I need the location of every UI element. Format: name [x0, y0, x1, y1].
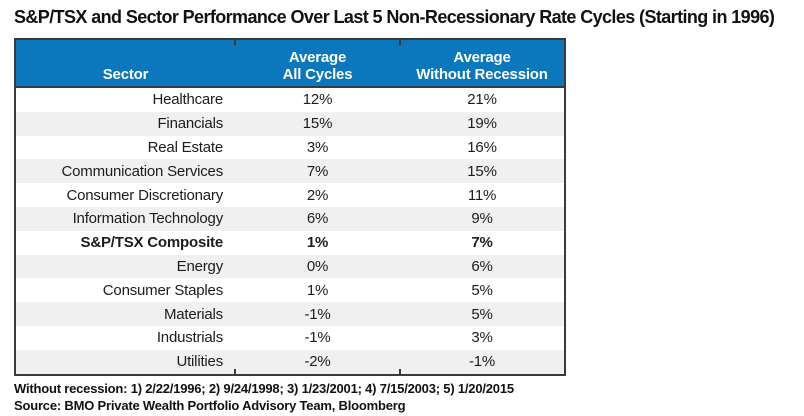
column-divider-tick: [234, 40, 236, 45]
avg-all-cycles-cell: 1%: [306, 234, 329, 252]
figure-title: S&P/TSX and Sector Performance Over Last 5 Non-Recessionary Rate Cycles (Starting in 1996): [14, 7, 775, 27]
sector-cell: Information Technology: [72, 210, 223, 228]
header-line: Average: [288, 49, 347, 66]
table-body: [16, 88, 564, 374]
table-row: [16, 159, 564, 183]
footnote-source: Source: BMO Private Wealth Portfolio Advisory Team, Bloomberg: [14, 397, 406, 413]
avg-without-recession-cell: 5%: [471, 281, 493, 299]
sector-cell: Industrials: [156, 329, 223, 347]
column-divider-tick: [399, 40, 401, 45]
sector-cell: Communication Services: [61, 162, 223, 180]
table-row: [16, 207, 564, 231]
avg-all-cycles-cell: 3%: [306, 138, 329, 156]
avg-without-recession-cell: 7%: [471, 234, 493, 252]
table-row: [16, 112, 564, 136]
sector-cell: Consumer Staples: [102, 281, 223, 299]
avg-all-cycles-cell: 7%: [306, 162, 329, 180]
column-header-avg-without-recession: [400, 50, 564, 83]
column-divider-tick: [399, 369, 401, 374]
table-row: [16, 302, 564, 326]
avg-all-cycles-cell: 2%: [306, 186, 329, 204]
sector-cell: S&P/TSX Composite: [80, 234, 223, 252]
avg-all-cycles-cell: 0%: [306, 257, 329, 275]
sector-cell: Utilities: [176, 353, 223, 371]
table-row: [16, 350, 564, 374]
avg-without-recession-cell: 11%: [467, 186, 497, 204]
avg-all-cycles-cell: 6%: [306, 210, 329, 228]
table-row: [16, 88, 564, 112]
avg-all-cycles-cell: -1%: [304, 305, 331, 323]
sector-cell: Energy: [176, 257, 223, 275]
table-row: [16, 183, 564, 207]
avg-without-recession-cell: 6%: [471, 257, 493, 275]
sector-cell: Consumer Discretionary: [66, 186, 223, 204]
column-divider-tick: [234, 369, 236, 374]
performance-table: [14, 38, 566, 376]
header-line: Without Recession: [416, 65, 548, 83]
sector-cell: Financials: [157, 115, 223, 133]
header-line: Average: [453, 49, 511, 66]
table-header: [16, 40, 564, 88]
avg-all-cycles-cell: 15%: [302, 115, 333, 133]
avg-without-recession-cell: 5%: [471, 305, 493, 323]
table-row: [16, 278, 564, 302]
avg-all-cycles-cell: -1%: [304, 329, 331, 347]
avg-without-recession-cell: 21%: [467, 91, 497, 109]
sector-cell: Materials: [163, 305, 223, 323]
column-header-avg-all-cycles: [235, 50, 400, 83]
table-row: [16, 255, 564, 279]
avg-all-cycles-cell: 1%: [306, 281, 329, 299]
sector-cell: Real Estate: [147, 138, 223, 156]
avg-without-recession-cell: 15%: [467, 162, 497, 180]
table-row-composite: [16, 231, 564, 255]
footnote-without-recession: Without recession: 1) 2/22/1996; 2) 9/24/1998; 3) 1/23/2001; 4) 7/15/2003; 5) 1/20/2015: [14, 380, 514, 396]
avg-all-cycles-cell: 12%: [302, 91, 333, 109]
avg-without-recession-cell: 3%: [471, 329, 493, 347]
table-row: [16, 136, 564, 160]
avg-without-recession-cell: 9%: [471, 210, 493, 228]
avg-all-cycles-cell: -2%: [304, 353, 331, 371]
column-header-sector: Sector: [102, 65, 149, 83]
header-line: All Cycles: [282, 65, 353, 83]
avg-without-recession-cell: -1%: [468, 353, 496, 371]
avg-without-recession-cell: 19%: [467, 115, 497, 133]
avg-without-recession-cell: 16%: [467, 138, 497, 156]
table-row: [16, 326, 564, 350]
sector-cell: Healthcare: [152, 91, 223, 109]
